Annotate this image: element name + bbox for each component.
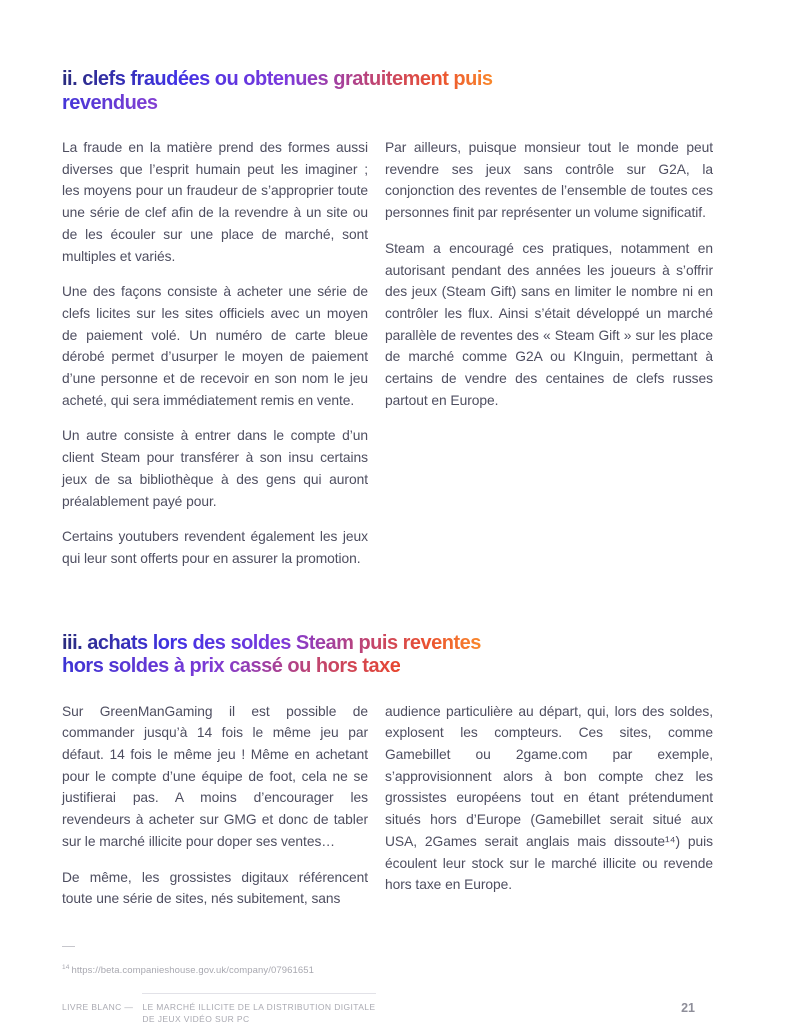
paragraph: Une des façons consiste à acheter une série de clefs licites sur les sites officiels avec un moyen de paiement volé. Un numéro de carte bleue dérobé permet d’usurper le moyen de paiement d’une personne et de recevoir en son nom le jeu acheté, qui sera immédiatement remis en vente. — [62, 284, 368, 408]
heading-line: revendues — [62, 91, 158, 114]
paragraph: Certains youtubers revendent également les jeux qui leur sont offerts pour en assurer la promotion. — [62, 529, 368, 566]
footer-title — [142, 993, 375, 1025]
footnote-marker: 14 — [62, 963, 70, 971]
two-column-body — [62, 137, 713, 584]
paragraph: Un autre consiste à entrer dans le compte d’un client Steam pour transférer à son insu certains jeux de sa bibliothèque à des gens qui auront préalablement payé pour. — [62, 428, 368, 509]
footer-title-line1: LE MARCHÉ ILLICITE DE LA DISTRIBUTION DIGITALE — [142, 1002, 376, 1013]
right-column — [385, 701, 713, 924]
section-ii-heading — [62, 68, 713, 115]
paragraph: Par ailleurs, puisque monsieur tout le monde peut revendre ses jeux sans contrôle sur G2A, la conjonction des reventes de l’ensemble de toutes ces personnes finit par représenter un volume significatif. — [385, 140, 713, 221]
section-iii — [62, 632, 713, 924]
paragraph: audience particulière au départ, qui, lors des soldes, explosent les compteurs. Ces sites, comme Gamebillet ou 2game.com par exemple, s’approvisionnent alors à bon compte chez les grossistes européens tout en étant prétendument situés hors d’Europe (Gamebillet serait situé aux USA, 2Games serait anglais mais dissoute¹⁴) puis écoulent leur stock sur le marché illicite ou revende hors taxe en Europe. — [385, 703, 713, 893]
section-ii — [62, 68, 713, 584]
paragraph: De même, les grossistes digitaux référencent toute une série de sites, nés subitement, sans — [62, 869, 368, 907]
two-column-body — [62, 701, 713, 924]
page-number: 21 — [681, 1001, 695, 1016]
heading-line: ii. clefs fraudées ou obtenues gratuitement puis — [62, 68, 493, 90]
heading-line: hors soldes à prix cassé ou hors taxe — [62, 655, 401, 678]
footnote-separator — [62, 946, 75, 947]
footer-title-line2: DE JEUX VIDÉO SUR PC — [142, 1014, 250, 1025]
right-column — [385, 137, 713, 584]
page-footer — [62, 993, 713, 1025]
section-iii-heading — [62, 632, 713, 679]
paragraph: Sur GreenManGaming il est possible de commander jusqu’à 14 fois le même jeu par défaut. 14 fois le même jeu ! Même en achetant pour le compte d’une équipe de foot, cela ne se justifierai pas. A moins d’encourager les revendeurs à acheter sur GMG et donc de tabler sur le marché illicite pour doper ses ventes… — [62, 703, 368, 849]
heading-line: iii. achats lors des soldes Steam puis reventes — [62, 631, 481, 654]
footnote-url[interactable]: https://beta.companieshouse.gov.uk/company/07961651 — [71, 965, 315, 977]
footer-left — [62, 993, 376, 1025]
footer-label: LIVRE BLANC — — [62, 1002, 134, 1013]
left-column — [62, 137, 368, 584]
footnote-area — [62, 946, 713, 977]
paragraph: La fraude en la matière prend des formes aussi diverses que l’esprit humain peut les imaginer ; les moyens pour un fraudeur de s’approprier toute une série de clef afin de la revendre à un site ou de les écouler sur une place de marché, sont multiples et variés. — [62, 140, 368, 264]
paragraph: Steam a encouragé ces pratiques, notamment en autorisant pendant des années les joueurs à s’offrir des jeux (Steam Gift) sans en limiter le nombre ni en contrôler les flux. Ainsi s’était développé un marché parallèle de reventes des « Steam Gift » sur les place de marché comme G2A ou KInguin, permettant à certains de vendre des centaines de clefs russes partout en Europe. — [385, 240, 713, 408]
footnote — [62, 962, 713, 977]
left-column — [62, 701, 368, 924]
